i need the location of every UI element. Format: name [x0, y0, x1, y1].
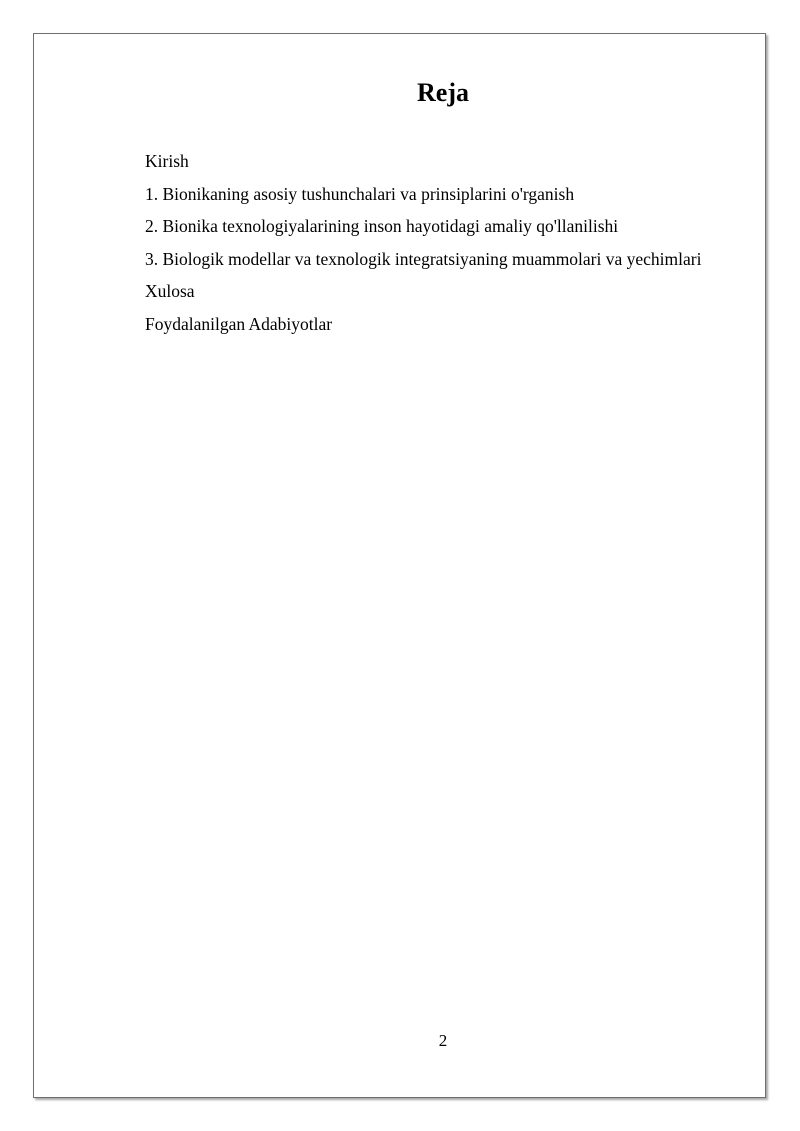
plan-item-2: 2. Bionika texnologiyalarining inson hayotidagi amaliy qo'llanilishi — [145, 216, 619, 236]
document-title: Reja — [417, 78, 469, 107]
plan-list — [145, 145, 701, 340]
plan-item-3: 3. Biologik modellar va texnologik integratsiyaning muammolari va yechimlari — [145, 248, 702, 269]
plan-item-1: 1. Bionikaning asosiy tushunchalari va prinsiplarini o'rganish — [145, 183, 575, 204]
plan-item-references: Foydalanilgan Adabiyotlar — [145, 313, 333, 334]
plan-item-introduction: Kirish — [145, 151, 189, 171]
plan-item-conclusion: Xulosa — [145, 281, 195, 301]
page-number: 2 — [438, 1031, 448, 1050]
